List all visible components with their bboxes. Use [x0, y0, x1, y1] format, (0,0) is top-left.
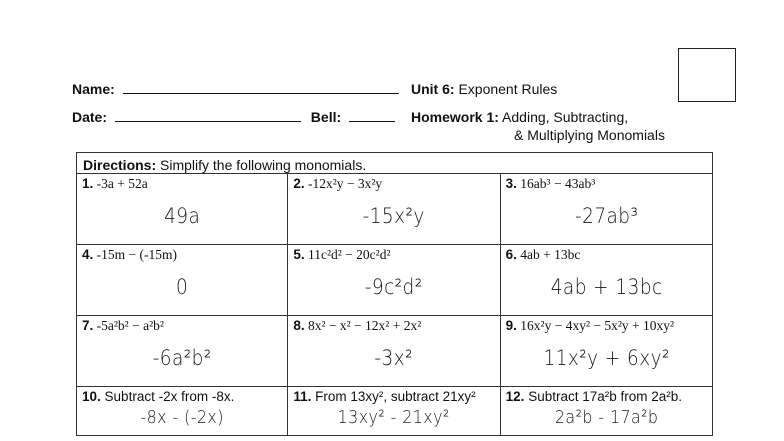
problem-cell — [501, 387, 712, 435]
problem-cell — [77, 387, 287, 435]
problem-cell — [288, 316, 499, 386]
handwritten-answer: 49a — [164, 204, 201, 228]
handwritten-answer: 0 — [176, 275, 189, 299]
handwritten-answer: -27ab³ — [574, 204, 638, 228]
problem-number: 2. — [293, 176, 305, 191]
handwritten-answer: -8x - (-2x) — [140, 407, 224, 428]
problem-table — [76, 152, 713, 436]
problem-cell — [288, 387, 499, 435]
directions-text: Simplify the following monomials. — [160, 157, 367, 173]
problem-number: 5. — [293, 247, 305, 262]
problem-number: 6. — [505, 247, 517, 262]
problem-number: 9. — [505, 318, 517, 333]
name-field[interactable] — [123, 81, 399, 94]
problem-number: 8. — [293, 318, 305, 333]
problem-number: 3. — [505, 176, 517, 191]
problem-cell — [288, 174, 499, 244]
problem-expression: 11c²d² − 20c²d² — [307, 247, 391, 262]
handwritten-answer: -9c²d² — [365, 275, 423, 299]
problem-cell — [501, 316, 712, 386]
problem-expression: 16x²y − 4xy² − 5x²y + 10xy² — [520, 318, 675, 333]
handwritten-answer: 2a²b - 17a²b — [554, 407, 659, 428]
bell-label: Bell: — [310, 109, 342, 125]
date-label: Date: — [72, 109, 108, 125]
homework-heading — [411, 109, 628, 125]
unit-heading — [411, 81, 557, 97]
directions-label: Directions: — [83, 157, 157, 173]
problem-number: 11. — [293, 389, 312, 404]
homework-title-line1: Adding, Subtracting, — [502, 109, 629, 125]
handwritten-answer: 4ab + 13bc — [550, 275, 663, 299]
problem-number: 1. — [82, 176, 94, 191]
name-row — [72, 81, 399, 97]
problem-expression: -5a²b² − a²b² — [96, 318, 164, 333]
problem-cell — [501, 174, 712, 244]
problem-expression: -15m − (-15m) — [96, 247, 177, 262]
unit-title: Exponent Rules — [458, 81, 558, 97]
problem-number: 12. — [505, 389, 525, 404]
problem-expression: Subtract -2x from -8x. — [104, 389, 235, 404]
problem-expression: From 13xy², subtract 21xy² — [315, 389, 476, 404]
homework-title-line2: & Multiplying Monomials — [514, 127, 665, 143]
problem-expression: -12x²y − 3x²y — [307, 176, 383, 191]
problem-expression: -3a + 52a — [96, 176, 148, 191]
problem-expression: 16ab³ − 43ab³ — [520, 176, 596, 191]
problem-cell — [77, 174, 287, 244]
problem-number: 4. — [82, 247, 94, 262]
problem-cell — [288, 245, 499, 315]
handwritten-answer: -15x²y — [362, 204, 426, 228]
name-label: Name: — [72, 81, 115, 97]
date-field[interactable] — [115, 109, 301, 122]
problem-expression: 4ab + 13bc — [520, 247, 581, 262]
score-box — [678, 48, 736, 102]
homework-label: Homework 1: — [411, 109, 499, 125]
problem-expression: 8x² − x² − 12x² + 2x² — [307, 318, 422, 333]
handwritten-answer: -3x² — [374, 346, 414, 370]
directions — [77, 153, 713, 174]
handwritten-answer: -6a²b² — [152, 346, 212, 370]
problem-expression: Subtract 17a²b from 2a²b. — [528, 389, 683, 404]
unit-label: Unit 6: — [411, 81, 455, 97]
date-row — [72, 109, 395, 125]
problem-cell — [77, 245, 287, 315]
problem-number: 7. — [82, 318, 94, 333]
bell-field[interactable] — [349, 109, 395, 122]
handwritten-answer: 11x²y + 6xy² — [543, 346, 670, 370]
handwritten-answer: 13xy² - 21xy² — [337, 407, 451, 428]
problem-number: 10. — [82, 389, 101, 404]
problem-cell — [77, 316, 287, 386]
problem-cell — [501, 245, 712, 315]
